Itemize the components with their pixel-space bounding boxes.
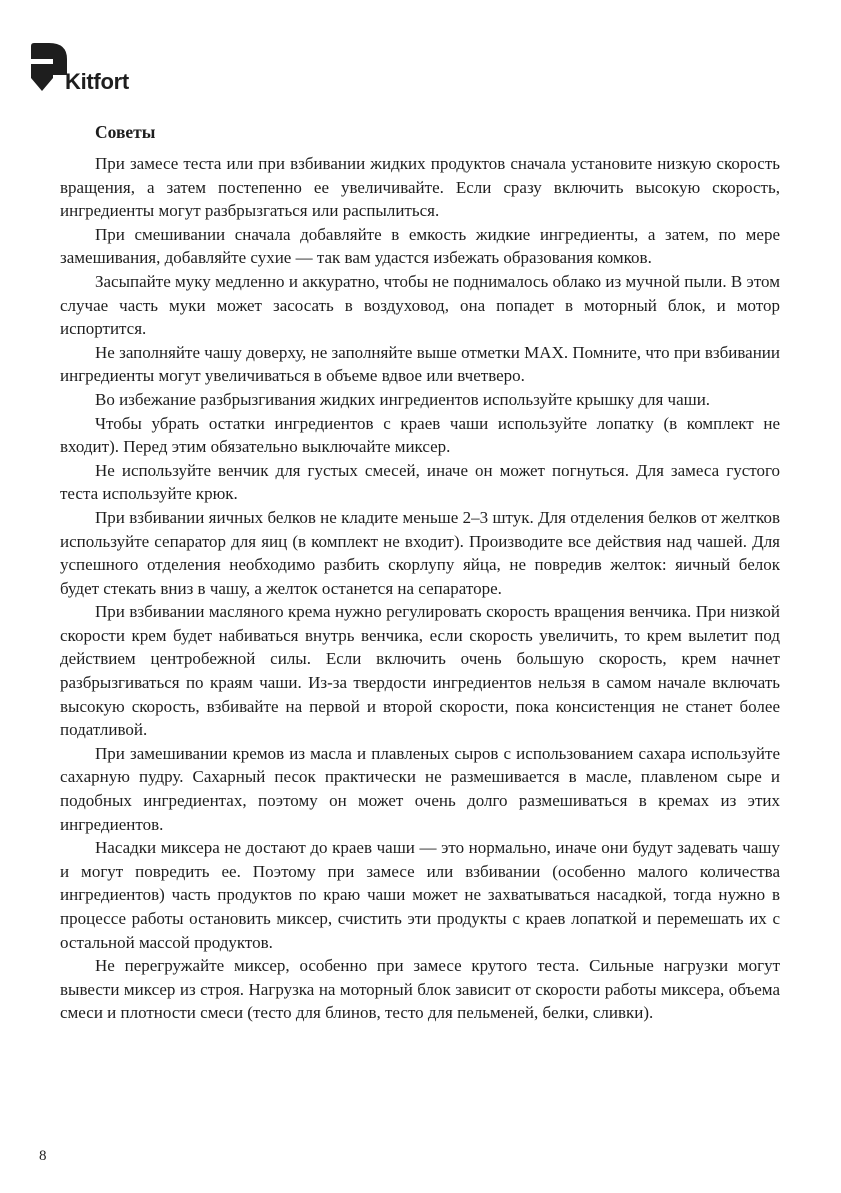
section-heading: Советы — [95, 122, 156, 142]
paragraph: При замешивании кремов из масла и плавленых сыров с использованием сахара используйте сахарную пудру. Сахарный песок практически не размешивается в масле, плавленом сыре и подобных ингредиентах, поэтому он может очень долго размешиваться в кремах из этих ингредиентов. — [60, 743, 780, 834]
paragraph: Чтобы убрать остатки ингредиентов с краев чаши используйте лопатку (в комплект не входит). Перед этим обязательно выключайте миксер. — [60, 413, 780, 457]
brand-name: Kitfort — [65, 69, 129, 94]
paragraph: При замесе теста или при взбивании жидких продуктов сначала установите низкую скорость вращения, а затем постепенно ее увеличивайте. Если сразу включить высокую скорость, ингредиенты могут разбрызгаться или распылиться. — [60, 154, 780, 221]
paragraph: Не используйте венчик для густых смесей, иначе он может погнуться. Для замеса густого теста используйте крюк. — [60, 460, 780, 504]
paragraph: Во избежание разбрызгивания жидких ингредиентов используйте крышку для чаши. — [95, 389, 711, 409]
paragraph: При взбивании яичных белков не кладите меньше 2–3 штук. Для отделения белков от желтков используйте сепаратор для яиц (в комплект не входит). Производите все действия над чашей. Для успешного отделения необходимо разбить скорлупу яйца, не повредив желток: яичный белок будет стекать вниз в чашу, а желток останется на сепараторе. — [60, 507, 780, 598]
paragraph: При смешивании сначала добавляйте в емкость жидкие ингредиенты, а затем, по мере замешивания, добавляйте сухие — так вам удастся избежать образования комков. — [60, 224, 780, 268]
paragraph: Засыпайте муку медленно и аккуратно, чтобы не поднималось облако из мучной пыли. В этом случае часть муки может засосать в воздуховод, она попадет в моторный блок, и мотор испортится. — [60, 271, 780, 339]
paragraph: Не перегружайте миксер, особенно при замесе крутого теста. Сильные нагрузки могут вывести миксер из строя. Нагрузка на моторный блок зависит от скорости работы миксера, объема смеси и плотности смеси (тесто для блинов, тесто для пельменей, белки, сливки). — [60, 956, 780, 1023]
kitfort-logo — [31, 43, 161, 103]
tips-section — [60, 120, 780, 1025]
paragraph: Не заполняйте чашу доверху, не заполняйте выше отметки MAX. Помните, что при взбивании ингредиенты могут увеличиваться в объеме вдвое или вчетверо. — [60, 342, 780, 386]
page-number: 8 — [39, 1148, 47, 1164]
paragraph: Насадки миксера не достают до краев чаши — это нормально, иначе они будут задевать чашу и могут повредить ее. Поэтому при замесе или взбивании (особенно малого количества ингредиентов) часть продуктов по краю чаши может не захватываться насадкой, тогда нужно в процессе работы остановить миксер, счистить эти продукты с краев лопаткой и перемешать их с остальной массой продуктов. — [60, 838, 780, 952]
paragraph: При взбивании масляного крема нужно регулировать скорость вращения венчика. При низкой скорости крем будет набиваться внутрь венчика, если скорость увеличить, то крем вылетит под действием центробежной силы. Если включить очень большую скорость, крем начнет разбрызгиваться по краям чаши. Из-за твердости ингредиентов нельзя в самом начале включать высокую скорость, взбивайте на первой и второй скорости, пока консистенция не станет более податливой. — [60, 602, 780, 740]
